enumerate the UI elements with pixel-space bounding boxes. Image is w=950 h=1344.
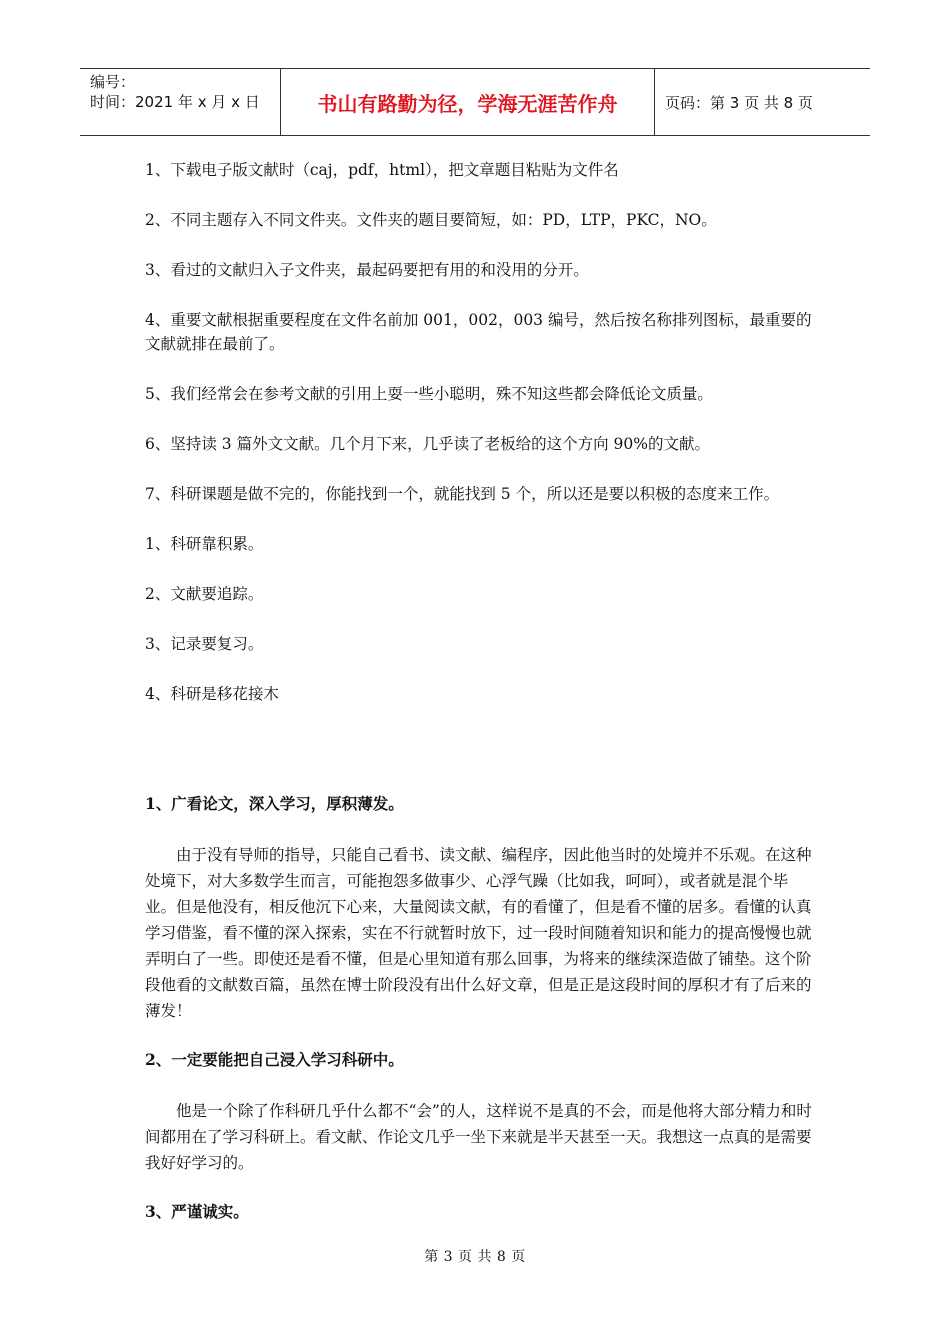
tips-list bbox=[145, 158, 815, 506]
section-heading: 3、严谨诚实。 bbox=[145, 1202, 249, 1221]
header-page-info: 页码：第 3 页 共 8 页 bbox=[665, 93, 813, 112]
section-heading: 1、广看论文，深入学习，厚积薄发。 bbox=[145, 794, 404, 813]
section bbox=[145, 792, 815, 1024]
header-motto: 书山有路勤为径，学海无涯苦作舟 bbox=[281, 69, 655, 135]
list-item: 2、不同主题存入不同文件夹。文件夹的题目要简短，如：PD，LTP，PKC，NO。 bbox=[145, 211, 717, 229]
section bbox=[145, 1048, 815, 1176]
page-footer: 第 3 页 共 8 页 bbox=[424, 1249, 526, 1265]
list-item: 7、科研课题是做不完的，你能找到一个，就能找到 5 个，所以还是要以积极的态度来工作。 bbox=[145, 485, 780, 503]
list-item: 4、重要文献根据重要程度在文件名前加 001，002，003 编号，然后按名称排列图标，最重要的文献就排在最前了。 bbox=[145, 311, 812, 353]
section-heading: 2、一定要能把自己浸入学习科研中。 bbox=[145, 1050, 404, 1069]
section-body: 他是一个除了作科研几乎什么都不“会”的人，这样说不是真的不会，而是他将大部分精力和时间都用在了学习科研上。看文献、作论文几乎一坐下来就是半天甚至一天。我想这一点真的是需要我好好学习的。 bbox=[145, 1102, 812, 1172]
list-item: 4、科研是移花接木 bbox=[145, 685, 279, 703]
document-body bbox=[145, 158, 815, 1250]
list-item: 1、下载电子版文献时（caj，pdf，html），把文章题目粘贴为文件名 bbox=[145, 161, 619, 179]
header-meta bbox=[80, 69, 281, 135]
list-item: 1、科研靠积累。 bbox=[145, 535, 264, 553]
page-header bbox=[80, 68, 870, 136]
list-item: 3、看过的文献归入子文件夹，最起码要把有用的和没用的分开。 bbox=[145, 261, 589, 279]
section bbox=[145, 1200, 815, 1224]
list-item: 6、坚持读 3 篇外文文献。几个月下来，几乎读了老板给的这个方向 90%的文献。 bbox=[145, 435, 710, 453]
document-number-label: 编号： bbox=[90, 73, 136, 91]
list-item: 2、文献要追踪。 bbox=[145, 585, 264, 603]
list-item: 5、我们经常会在参考文献的引用上耍一些小聪明，殊不知这些都会降低论文质量。 bbox=[145, 385, 713, 403]
document-date: 时间：2021 年 x 月 x 日 bbox=[90, 93, 260, 111]
section-body: 由于没有导师的指导，只能自己看书、读文献、编程序，因此他当时的处境并不乐观。在这种处境下，对大多数学生而言，可能抱怨多做事少、心浮气躁（比如我，呵呵），或者就是混个毕业。但是他没有，相反他沉下心来，大量阅读文献，有的看懂了，但是看不懂的居多。看懂的认真学习借鉴，看不懂的深入探索，实在不行就暂时放下，过一段时间随着知识和能力的提高慢慢也就弄明白了一些。即使还是看不懂，但是心里知道有那么回事，为将来的继续深造做了铺垫。这个阶段他看的文献数百篇，虽然在博士阶段没有出什么好文章，但是正是这段时间的厚积才有了后来的薄发！ bbox=[145, 846, 812, 1020]
summary-list bbox=[145, 532, 815, 706]
list-item: 3、记录要复习。 bbox=[145, 635, 264, 653]
